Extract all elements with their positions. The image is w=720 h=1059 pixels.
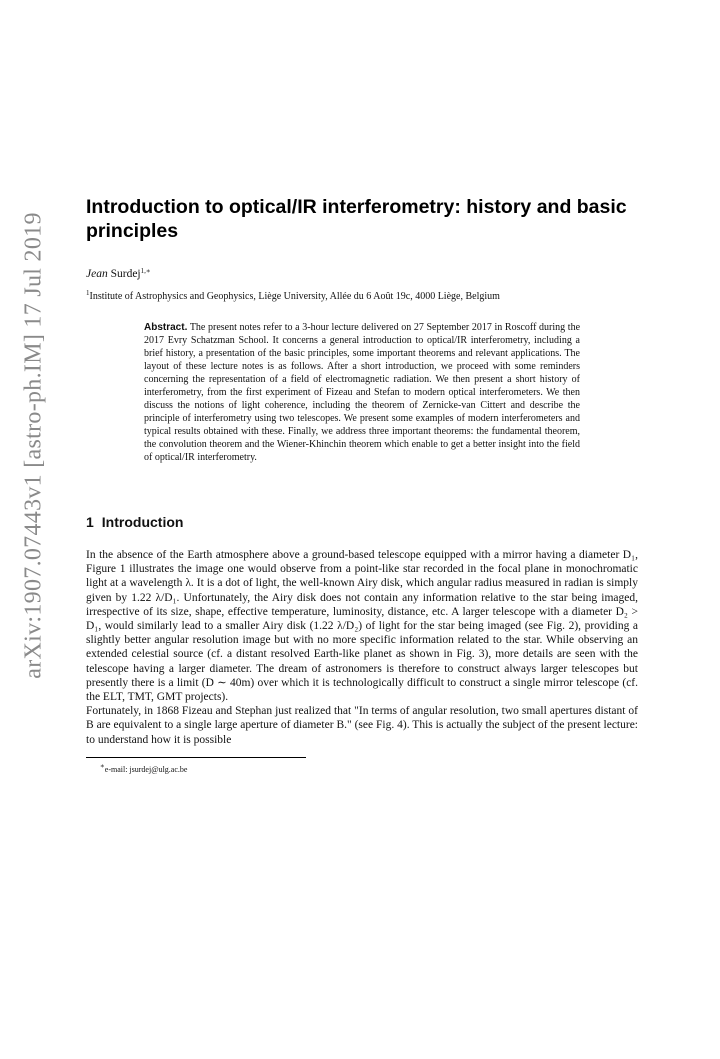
footnote-text: e-mail: jsurdej@ulg.ac.be [104, 764, 188, 774]
affiliation-mark: 1 [86, 289, 90, 297]
footnote-divider [86, 757, 306, 758]
abstract-label: Abstract. [144, 322, 188, 333]
section-heading [86, 514, 638, 530]
section-number: 1 [86, 514, 94, 530]
author-line [86, 267, 638, 280]
section-body [86, 548, 638, 747]
paper-title: Introduction to optical/IR interferometry: history and basic principles [86, 196, 627, 242]
body-paragraph-2: Fortunately, in 1868 Fizeau and Stephan just realized that "In terms of angular resolution, two small apertures distant of B are equivalent to a single large aperture of diameter B." (see Fig. 4). This is actually the subject of the present lecture: to understand how it is possible [86, 705, 638, 746]
arxiv-identifier-stamp [12, 180, 56, 710]
affiliation-text: Institute of Astrophysics and Geophysics, Liège University, Allée du 6 Août 19c, 4000 Liège, Belgium [89, 291, 500, 302]
author-marks: 1,∗ [140, 267, 151, 275]
footnote-mark: ∗ [100, 761, 105, 770]
section-title: Introduction [101, 514, 184, 530]
abstract-block [144, 321, 580, 464]
arxiv-identifier-text: arXiv:1907.07443v1 [astro-ph.IM] 17 Jul 2019 [20, 211, 47, 679]
footnote [100, 762, 638, 774]
body-paragraph-1: In the absence of the Earth atmosphere above a ground-based telescope equipped with a mirror having a diameter D₁, Figure 1 illustrates the image one would observe from a point-like star recorded in the focal plane in monochromatic light at a wavelength λ. It is a dot of light, the well-known Airy disk, which angular radius measured in radian is simply given by 1.22 λ/D₁. Unfortunately, the Airy disk does not contain any information relative to the star being imaged, irrespective of its size, shape, effective temperature, luminosity, distance, etc. A larger telescope with a diameter D₂ > D₁, would similarly lead to a smaller Airy disk (1.22 λ/D₂) of light for the star being imaged (see Fig. 2), providing a slightly better angular resolution image but with no more specific information related to the star. While observing an extended celestial source (cf. a distant resolved Earth-like planet as shown in Fig. 3), more details are seen with the telescope having a larger diameter. The dream of astronomers is therefore to construct always larger telescopes but presently there is a limit (D ∼ 40m) over which it is technologically difficult to construct a single mirror telescope (cf. the ELT, TMT, GMT projects). [86, 549, 638, 704]
paper-page [86, 195, 638, 774]
author-family-name: Surdej [110, 268, 141, 280]
author-given-name: Jean [86, 268, 108, 280]
abstract-text: The present notes refer to a 3-hour lecture delivered on 27 September 2017 in Roscoff during the 2017 Evry Schatzman School. It concerns a general introduction to optical/IR interferometry, including a brief history, a presentation of the basic principles, some important theorems and relevant applications. The layout of these lecture notes is as follows. After a short introduction, we proceed with some reminders concerning the representation of a field of electromagnetic radiation. We then present a short history of interferometry, from the first experiment of Fizeau and Stefan to modern optical interferometers. We then discuss the notions of light coherence, including the theorem of Zernicke-van Cittert and describe the principle of interferometry using two telescopes. We present some examples of modern interferometers and typical results obtained with these. Finally, we address three important theorems: the fundamental theorem, the convolution theorem and the Wiener-Khinchin theorem which enable to get a better insight into the field of optical/IR interferometry. [144, 322, 581, 463]
affiliation [86, 289, 638, 302]
